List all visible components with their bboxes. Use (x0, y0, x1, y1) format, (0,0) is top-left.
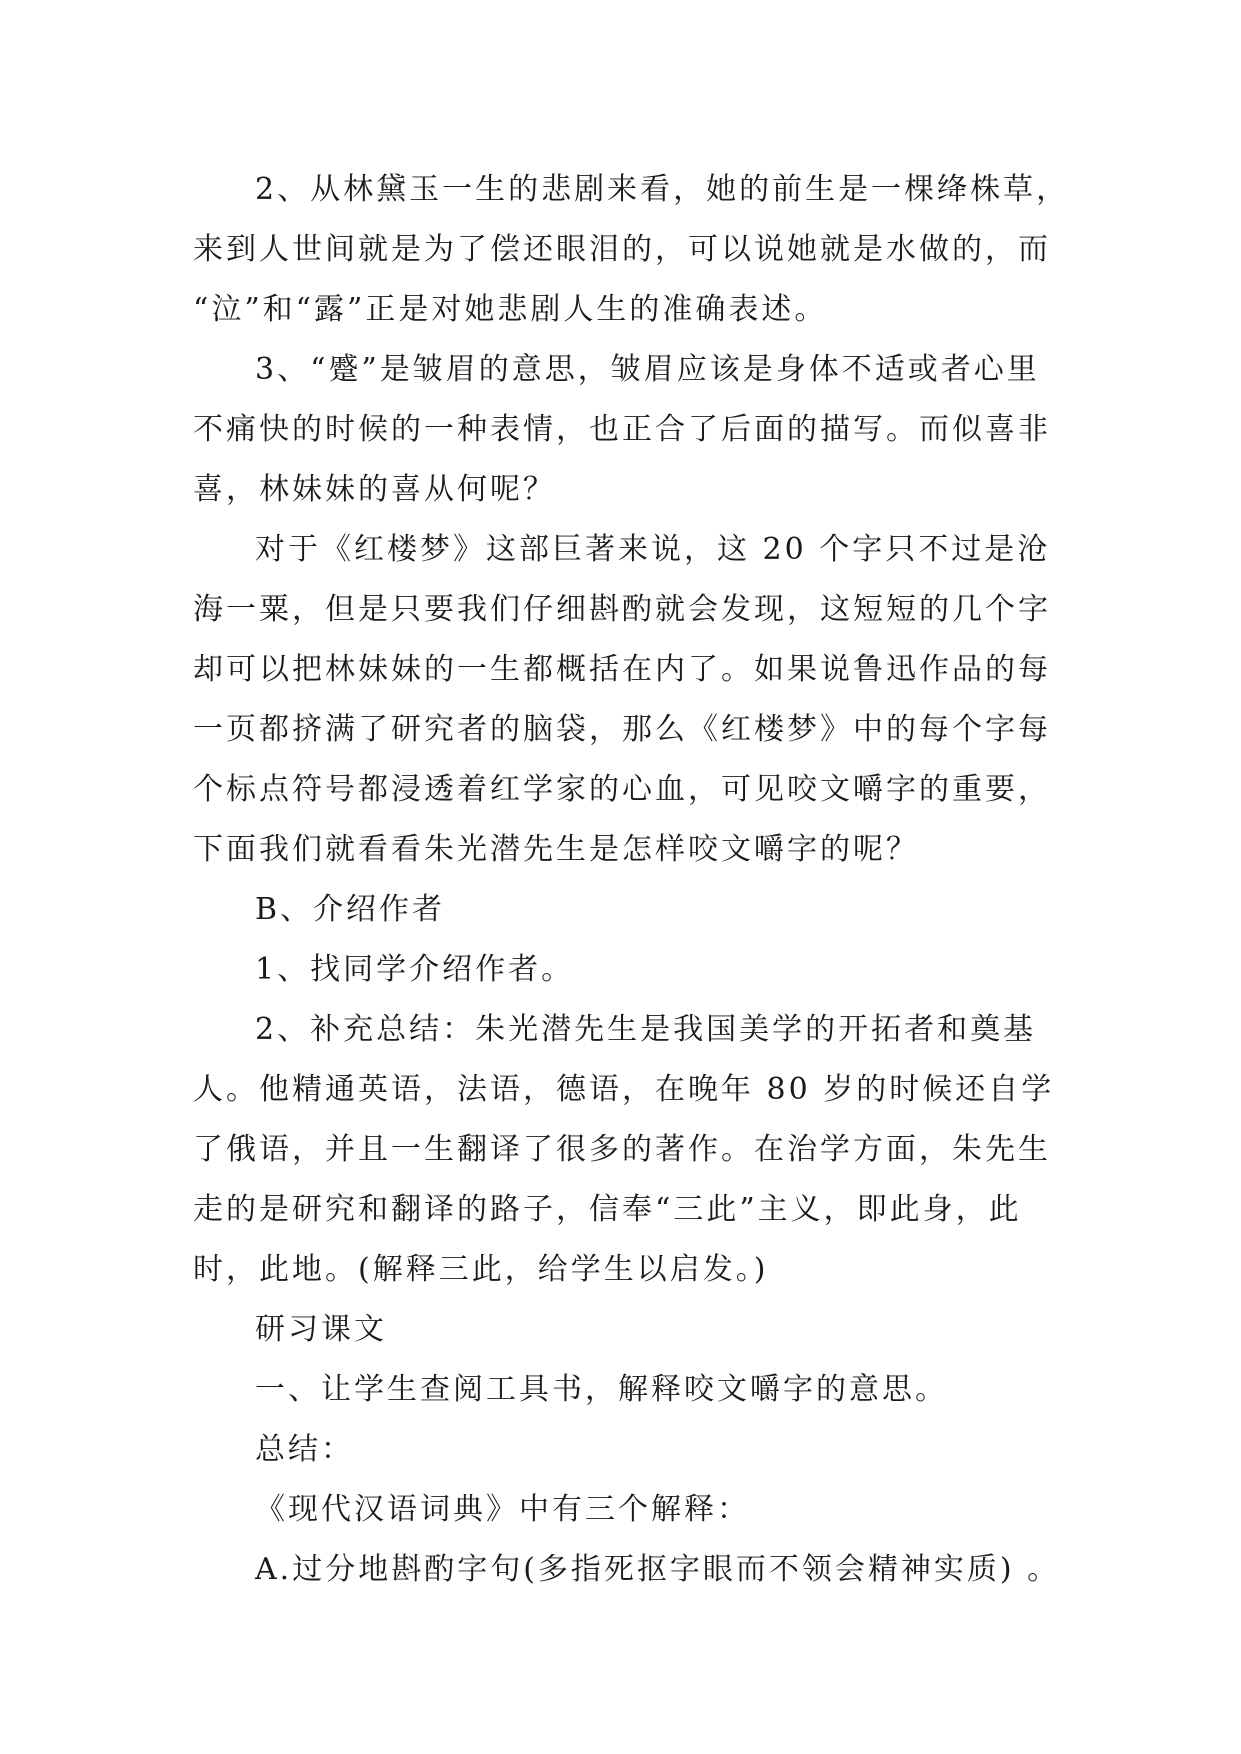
text-line: “泣”和“露”正是对她悲剧人生的准确表述。 (193, 292, 828, 327)
text-line: 1、找同学介绍作者。 (255, 952, 575, 987)
text-line: 2、从林黛玉一生的悲剧来看，她的前生是一棵绛株草， (255, 172, 1070, 207)
document-body (193, 160, 1073, 1600)
text-line: 时，此地。(解释三此，给学生以启发。) (193, 1252, 769, 1287)
text-line: 2、补充总结：朱光潜先生是我国美学的开拓者和奠基 (255, 1012, 1037, 1047)
text-line: 总结： (255, 1432, 354, 1467)
text-line: 个标点符号都浸透着红学家的心血，可见咬文嚼字的重要， (193, 772, 1051, 807)
text-line: 3、“蹙”是皱眉的意思，皱眉应该是身体不适或者心里 (255, 352, 1040, 387)
text-line: 了俄语，并且一生翻译了很多的著作。在治学方面，朱先生 (193, 1132, 1051, 1167)
text-line: 《现代汉语词典》中有三个解释： (255, 1492, 750, 1527)
text-line: 却可以把林妹妹的一生都概括在内了。如果说鲁迅作品的每 (193, 652, 1051, 687)
text-line: 一、让学生查阅工具书，解释咬文嚼字的意思。 (255, 1372, 948, 1407)
text-line: 人。他精通英语，法语，德语，在晚年 80 岁的时候还自学 (193, 1072, 1055, 1107)
text-line: 海一粟，但是只要我们仔细斟酌就会发现，这短短的几个字 (193, 592, 1051, 627)
text-line: 一页都挤满了研究者的脑袋，那么《红楼梦》中的每个字每 (193, 712, 1051, 747)
text-line: 下面我们就看看朱光潜先生是怎样咬文嚼字的呢？ (193, 832, 919, 867)
section-heading: 研习课文 (255, 1312, 387, 1347)
text-line: 走的是研究和翻译的路子，信奉“三此”主义，即此身，此 (193, 1192, 1022, 1227)
section-heading: B、介绍作者 (255, 892, 446, 927)
text-line: 不痛快的时候的一种表情，也正合了后面的描写。而似喜非 (193, 412, 1051, 447)
text-line: 对于《红楼梦》这部巨著来说，这 20 个字只不过是沧 (255, 532, 1051, 567)
text-line: A.过分地斟酌字句(多指死抠字眼而不领会精神实质) 。 (255, 1552, 1061, 1587)
text-line: 喜，林妹妹的喜从何呢？ (193, 472, 556, 507)
text-line: 来到人世间就是为了偿还眼泪的，可以说她就是水做的，而 (193, 232, 1051, 267)
